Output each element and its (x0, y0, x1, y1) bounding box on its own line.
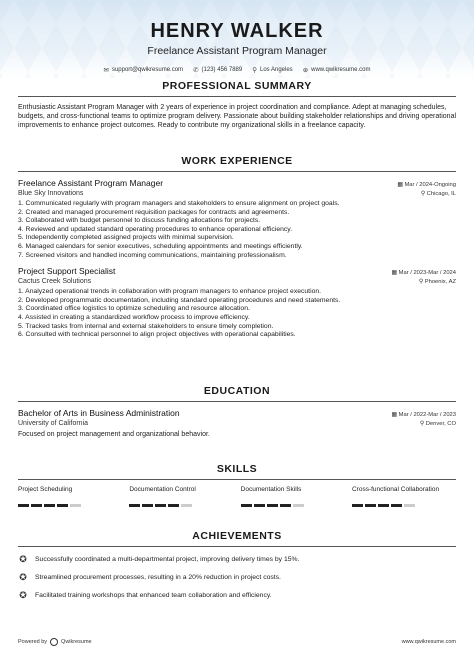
list-item: 1. Communicated regularly with program managers and stakeholders to ensure alignment on project goals. (18, 200, 340, 207)
skill-item (241, 486, 345, 507)
job-location-text: Phoenix, AZ (424, 279, 456, 286)
skill-segment-filled (129, 504, 140, 507)
skill-item (18, 486, 122, 507)
contact-email[interactable] (103, 66, 183, 74)
brand-name[interactable]: Qwikresume (61, 639, 92, 645)
list-item: 7. Screened visitors and handled incoming communications, maintaining professionalism. (18, 251, 287, 259)
job-dates (397, 182, 456, 188)
education-focus: Focused on project management and organizational behavior. (18, 431, 210, 438)
achievements-section (18, 530, 456, 601)
education-dates-text: Mar / 2022-Mar / 2023 (398, 412, 456, 418)
phone-text: (123) 456 7889 (201, 67, 243, 73)
skill-name: Documentation Control (129, 486, 196, 493)
experience-heading: WORK EXPERIENCE (18, 155, 456, 172)
skills-section (18, 463, 456, 507)
skill-name: Project Scheduling (18, 486, 73, 493)
job-dates-text: Mar / 2023-Mar / 2024 (398, 270, 456, 277)
skill-segment-empty (181, 504, 192, 507)
calendar-icon: ▦ (391, 270, 399, 277)
achievement-text: Facilitated training workshops that enhanced team collaboration and efficiency. (35, 592, 272, 599)
list-item: 1. Analyzed operational trends in collaboration with program managers to enhance project execution. (18, 288, 322, 296)
list-item: 5. Independently completed assigned projects with minimal supervision. (18, 234, 234, 242)
list-item: 6. Managed calendars for senior executives, scheduling appointments and meetings efficiently. (18, 242, 303, 250)
company-name: Cactus Creek Solutions (18, 278, 92, 286)
skill-segment-empty (70, 504, 81, 507)
powered-by (18, 638, 92, 646)
skill-segment-filled (168, 504, 179, 507)
contact-location (252, 66, 292, 74)
skill-segment-filled (280, 504, 291, 507)
skill-level-bar (18, 504, 122, 507)
footer-url[interactable]: www.qwikresume.com (401, 639, 456, 645)
calendar-icon: ▦ (397, 182, 405, 188)
skill-segment-filled (365, 504, 376, 507)
list-item: 3. Collaborated with budget personnel to discuss funding allocations for projects. (18, 217, 261, 225)
achievement-item (18, 590, 456, 601)
phone-icon: ✆ (193, 67, 199, 74)
footer (18, 638, 456, 646)
globe-icon: ⊕ (302, 67, 309, 74)
list-item: 4. Reviewed and updated standard operating procedures to enhance operational efficiency. (18, 225, 293, 233)
job-duties-list (18, 200, 456, 260)
job-dates-text: Mar / 2024-Ongoing (404, 182, 456, 188)
achievements-heading: ACHIEVEMENTS (18, 530, 456, 547)
job-location (419, 279, 456, 285)
website-text: www.qwikresume.com (311, 67, 371, 73)
summary-text: Enthusiastic Assistant Program Manager with 2 years of experience in project coordination and compliance. Adept at managing schedules, budgets, and cross-functional teams to optimize program delivery. Passionate about building stakeholder relationships and driving operational improvements to enhance project outcomes. Ready to contribute my organizational skills in a freelance capacity. (18, 104, 457, 129)
skill-segment-filled (31, 504, 42, 507)
email-icon: ✉ (103, 67, 109, 74)
contact-phone (193, 66, 242, 74)
location-pin-icon: ⚲ (252, 67, 257, 74)
skill-segment-filled (57, 504, 68, 507)
job-title: Project Support Specialist (18, 266, 116, 277)
skill-level-bar (129, 504, 233, 507)
summary-heading: PROFESSIONAL SUMMARY (18, 80, 456, 97)
job-location (421, 191, 456, 197)
candidate-title: Freelance Assistant Program Manager (147, 45, 327, 57)
location-text: Los Angeles (259, 67, 293, 73)
star-icon: ✪ (19, 554, 27, 564)
skill-segment-filled (155, 504, 166, 507)
education-heading: EDUCATION (18, 385, 456, 402)
candidate-name: HENRY WALKER (150, 20, 324, 42)
skill-segment-filled (254, 504, 265, 507)
list-item: 3. Coordinated office logistics to optimize scheduling and resource allocation. (18, 305, 250, 313)
achievement-text: Successfully coordinated a multi-departmental project, improving delivery times by 15%. (35, 556, 300, 563)
degree-title: Bachelor of Arts in Business Administration (18, 408, 180, 418)
list-item: 2. Created and managed procurement requisition packages for contracts and agreements. (18, 208, 290, 216)
list-item: 6. Consulted with technical personnel to align project objectives with operational capabilities. (18, 331, 296, 339)
skill-name: Cross-functional Collaboration (351, 486, 440, 493)
skill-segment-filled (378, 504, 389, 507)
job-location-text: Chicago, IL (426, 191, 456, 197)
education-location-text: Denver, CO (425, 421, 456, 427)
education-location (420, 421, 456, 427)
skills-heading: SKILLS (18, 463, 456, 480)
powered-by-label: Powered by (18, 639, 48, 645)
list-item: 5. Tracked tasks from internal and external stakeholders to ensure timely completion. (18, 322, 274, 330)
skill-segment-filled (44, 504, 55, 507)
skill-name: Documentation Skills (240, 486, 302, 493)
location-pin-icon: ⚲ (418, 279, 425, 286)
experience-section (18, 155, 456, 340)
achievement-item (18, 554, 456, 565)
resume-header (0, 0, 474, 78)
skill-level-bar (241, 504, 345, 507)
achievement-text: Streamlined procurement processes, resulting in a 20% reduction in project costs. (35, 574, 281, 581)
job-entry (18, 178, 456, 260)
skill-segment-filled (267, 504, 278, 507)
skill-segment-empty (404, 504, 415, 507)
education-section (18, 385, 456, 439)
job-title: Freelance Assistant Program Manager (18, 178, 164, 188)
location-pin-icon: ⚲ (420, 191, 427, 197)
email-text: support@qwikresume.com (111, 67, 184, 73)
skill-segment-filled (241, 504, 252, 507)
skill-item (129, 486, 233, 507)
skill-segment-empty (293, 504, 304, 507)
contact-bar (0, 66, 474, 74)
star-icon: ✪ (19, 590, 27, 600)
calendar-icon: ▦ (391, 412, 399, 418)
company-name: Blue Sky Innovations (18, 190, 84, 197)
job-dates (392, 270, 456, 276)
achievement-item (18, 572, 456, 583)
education-dates (392, 412, 456, 418)
star-icon: ✪ (19, 572, 27, 582)
skill-segment-filled (18, 504, 29, 507)
skill-segment-filled (391, 504, 402, 507)
skill-level-bar (352, 504, 456, 507)
list-item: 2. Developed programmatic documentation, including standard operating procedures and need statements. (18, 296, 341, 304)
skill-segment-filled (142, 504, 153, 507)
qwikresume-logo-icon (50, 638, 58, 646)
location-pin-icon: ⚲ (419, 421, 426, 427)
list-item: 4. Assisted in creating a standardized workflow process to improve efficiency. (18, 313, 250, 321)
skills-row (18, 486, 456, 507)
school-name: University of California (18, 420, 89, 427)
summary-section (18, 80, 456, 130)
job-entry (18, 266, 456, 340)
skill-segment-filled (352, 504, 363, 507)
job-duties-list (18, 288, 456, 340)
contact-website[interactable] (303, 66, 371, 74)
skill-item (352, 486, 456, 507)
